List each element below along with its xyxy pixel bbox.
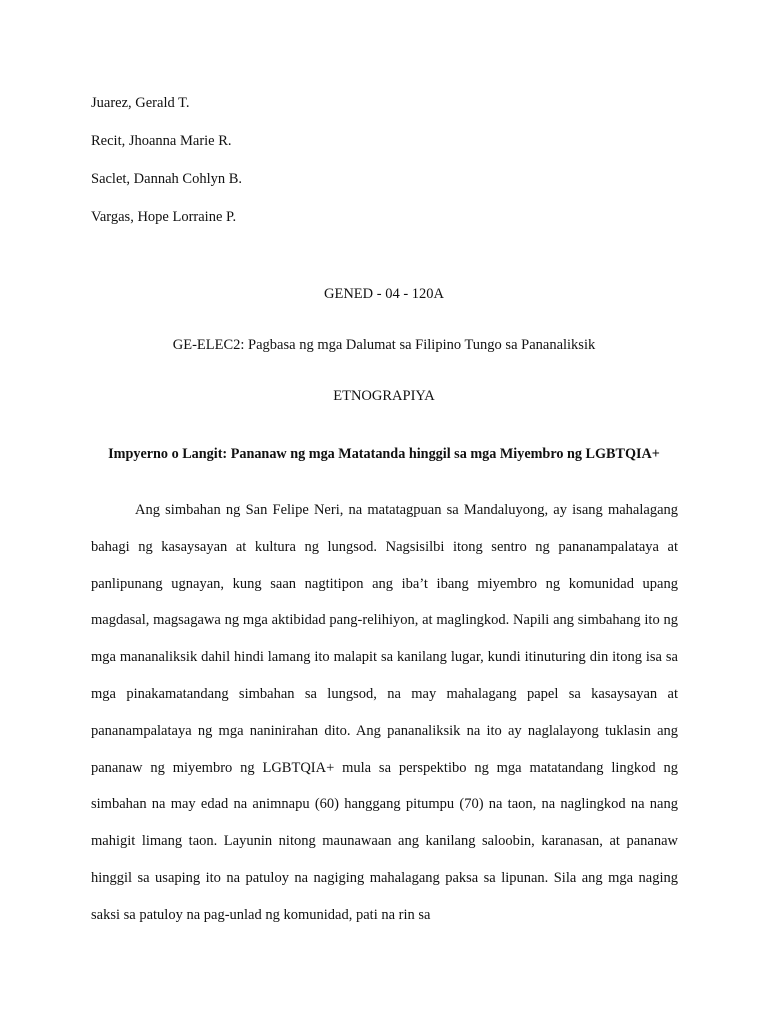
course-title: GE-ELEC2: Pagbasa ng mga Dalumat sa Filipino Tungo sa Pananaliksik — [172, 337, 596, 353]
author-name: Vargas, Hope Lorraine P. — [91, 209, 237, 225]
body-paragraph: Ang simbahan ng San Felipe Neri, na matatagpuan sa Mandaluyong, ay isang mahalagang bahagi ng kasaysayan at kultura ng lungsod. Nagsisilbi itong sentro ng pananampalataya at panlipunang ugnayan, kung saan nagtitipon ang iba’t ibang miyembro ng komunidad upang magdasal, magsagawa ng mga aktibidad pang-relihiyon, at maglingkod. Napili ang simbahang ito ng mga mananaliksik dahil hindi lamang ito malapit sa kanilang lugar, kundi itinuturing din itong isa sa mga pinakamatandang simbahan sa lungsod, na may mahalagang papel sa kasaysayan at pananampalataya ng mga naninirahan dito. Ang pananaliksik na ito ay naglalayong tuklasin ang pananaw ng miyembro ng LGBTQIA+ mula sa perspektibo ng mga matatandang lingkod ng simbahan na may edad na animnapu (60) hanggang pitumpu (70) na taon, na naglingkod na nang mahigit limang taon. Layunin nitong maunawaan ang kanilang saloobin, karanasan, at pananaw hinggil sa usaping ito na patuloy na nagiging mahalagang paksa sa lipunan. Sila ang mga naging saksi sa patuloy na pag-unlad ng komunidad, pati na rin sa — [91, 502, 678, 923]
section-code: GENED - 04 - 120A — [323, 286, 444, 302]
author-name: Saclet, Dannah Cohlyn B. — [91, 171, 243, 187]
author-name: Recit, Jhoanna Marie R. — [91, 133, 232, 149]
genre-heading: ETNOGRAPIYA — [333, 388, 435, 404]
author-name: Juarez, Gerald T. — [91, 95, 190, 111]
paper-title: Impyerno o Langit: Pananaw ng mga Matatanda hinggil sa mga Miyembro ng LGBTQIA+ — [108, 446, 660, 462]
